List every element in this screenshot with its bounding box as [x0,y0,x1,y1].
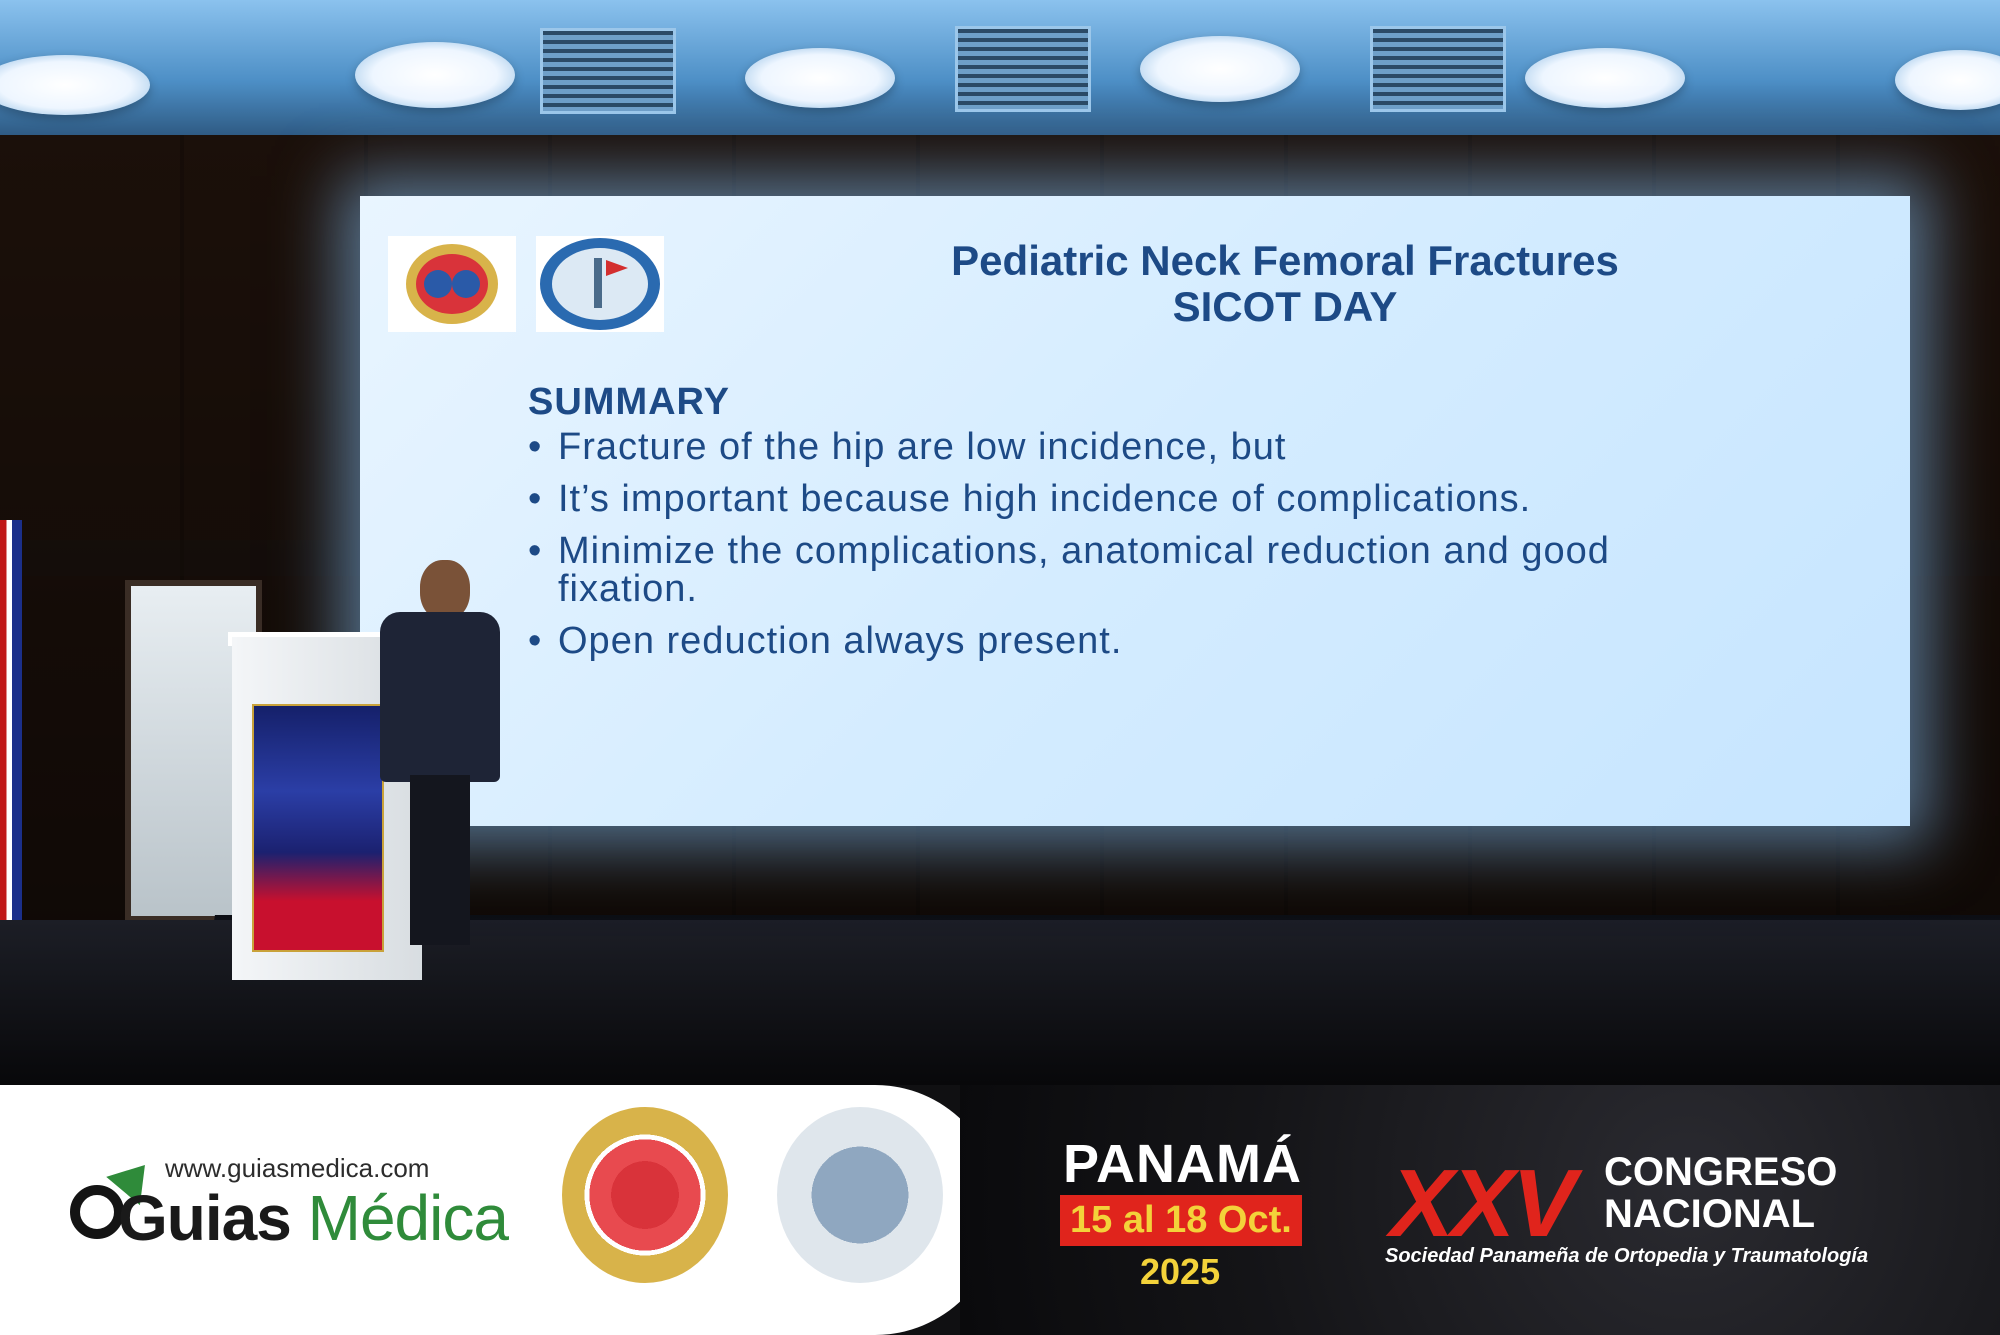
event-dates: 15 al 18 Oct. [1060,1195,1302,1246]
podium-poster [252,704,384,952]
sicot-logo-icon [388,236,516,332]
slide-section-heading: SUMMARY [528,381,730,423]
slide-bullet: • Fracture of the hip are low incidence, but [528,428,1628,466]
ceiling-vent [955,26,1091,112]
ceiling-vent [1370,26,1506,112]
sponsor-name-part-1: Guias [118,1182,291,1254]
sponsor-panel [0,1085,1000,1335]
sponsor-name-part-2: Médica [307,1182,508,1254]
sicot-seal-icon [562,1107,728,1283]
speaker-legs [410,775,470,945]
event-name [1604,1151,1837,1235]
slide-bullet: • It’s important because high incidence of complications. [528,480,1628,518]
event-year: 2025 [1140,1251,1221,1292]
slide-title-line-2: SICOT DAY [1172,283,1398,330]
event-location: PANAMÁ [1063,1134,1302,1194]
slide-title-line-1: Pediatric Neck Femoral Fractures [951,237,1619,284]
speaker-suit [380,612,500,782]
slide-bullet: • Open reduction always present. [528,622,1628,660]
ceiling-vent [540,28,676,114]
ceiling-light [745,48,895,108]
spot-seal-icon [777,1107,943,1283]
ceiling-light [1140,36,1300,102]
slide-bullet-list [528,428,1628,674]
speaker-head [420,560,470,620]
ceiling-light [1525,48,1685,108]
ceiling-light [0,55,150,115]
sponsor-url: www.guiasmedica.com [165,1153,430,1183]
ceiling-light [355,42,515,108]
slide-title [720,238,1850,330]
speaker [380,560,500,950]
presentation-screen [360,196,1910,826]
slide-bullet: • Minimize the complications, anatomical reduction and good fixation. [528,532,1628,608]
flag [0,520,22,960]
ceiling [0,0,2000,135]
event-edition: XXV [1390,1150,1574,1257]
spot-logo-icon [536,236,664,332]
event-name-line-1: CONGRESO [1604,1150,1838,1194]
sponsor-name [118,1181,508,1255]
event-banner [0,1085,2000,1335]
guias-medica-logo-icon [70,1185,124,1239]
event-organizer: Sociedad Panameña de Ortopedia y Traumatología [1385,1245,1869,1267]
ceiling-light [1895,50,2000,110]
event-name-line-2: NACIONAL [1604,1192,1816,1236]
